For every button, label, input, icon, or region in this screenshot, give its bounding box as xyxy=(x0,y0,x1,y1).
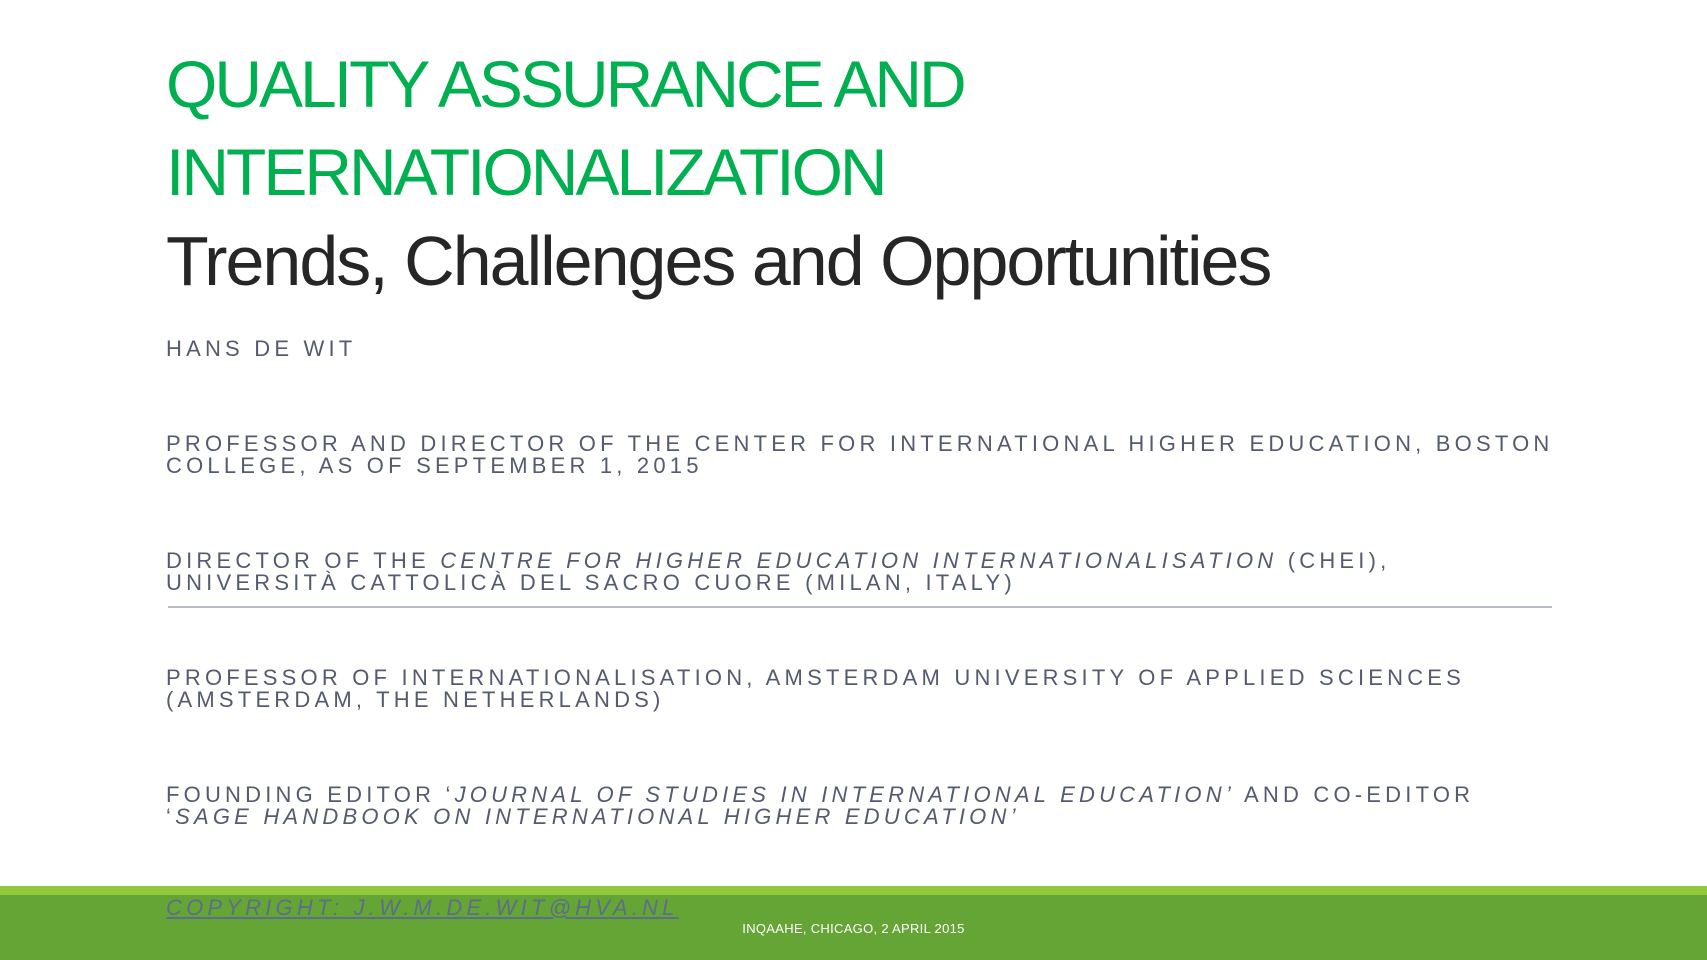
author-name: HANS DE WIT xyxy=(166,336,357,361)
role-chei-prefix: DIRECTOR OF THE xyxy=(166,548,441,573)
handbook-name: SAGE HANDBOOK ON INTERNATIONAL HIGHER EDUCATION’ xyxy=(175,804,1020,829)
slide-subtitle: Trends, Challenges and Opportunities xyxy=(166,222,1271,300)
slide-title xyxy=(166,40,1616,306)
title-line-1: QUALITY ASSURANCE AND xyxy=(166,47,964,121)
journal-name: JOURNAL OF STUDIES IN INTERNATIONAL EDUCATION’ xyxy=(454,782,1235,807)
role-editor-prefix: FOUNDING EDITOR ‘ xyxy=(166,782,455,807)
role-editor xyxy=(166,784,1566,828)
role-chei-centre-name: CENTRE FOR HIGHER EDUCATION INTERNATIONALISATION xyxy=(440,548,1278,573)
role-chei-suffix: (CHEI), UNIVERSITÀ CATTOLICÀ DEL SACRO CUORE (MILAN, ITALY) xyxy=(166,548,1391,595)
copyright-link[interactable]: COPYRIGHT: J.W.M.DE.WIT@HVA.NL xyxy=(166,895,679,920)
footer-stripe xyxy=(0,886,1707,895)
divider-line xyxy=(168,606,1552,608)
role-amsterdam: PROFESSOR OF INTERNATIONALISATION, AMSTERDAM UNIVERSITY OF APPLIED SCIENCES (AMSTERDAM, THE NETHERLANDS) xyxy=(166,665,1466,712)
role-boston-college: PROFESSOR AND DIRECTOR OF THE CENTER FOR INTERNATIONAL HIGHER EDUCATION, BOSTON COLLEGE, AS OF SEPTEMBER 1, 2015 xyxy=(166,431,1554,478)
footer-text: INQAAHE, CHICAGO, 2 APRIL 2015 xyxy=(742,921,965,936)
role-editor-middle: AND CO-EDITOR ‘ xyxy=(166,782,1475,829)
title-line-2: INTERNATIONALIZATION xyxy=(166,135,885,209)
role-chei xyxy=(166,550,1566,594)
